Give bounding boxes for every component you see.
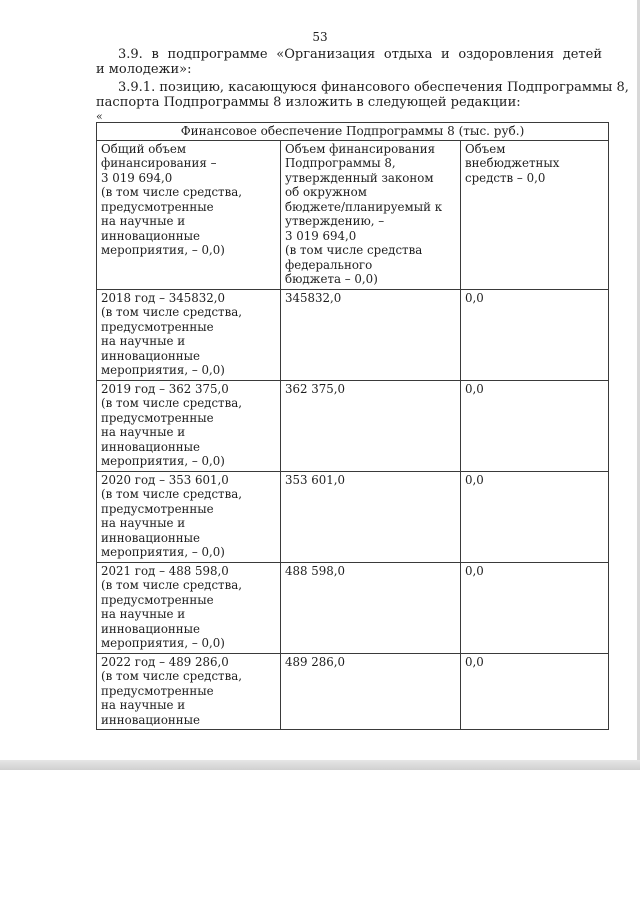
cell-text-line: на научные и — [101, 334, 186, 348]
cell-text-line: инновационные — [101, 228, 201, 243]
cell-text-line: Объем — [465, 141, 506, 156]
cell-text-line: 2018 год – 345832,0 — [101, 290, 226, 305]
cell-text-line: (в том числе средства, — [101, 185, 243, 199]
row-year-total — [97, 289, 281, 380]
cell-text-line: (в том числе средства, — [101, 578, 243, 592]
paragraph-3-9-1 — [96, 80, 629, 110]
cell-text-line: инновационные — [101, 439, 201, 454]
row-program-amount: 353 601,0 — [281, 471, 461, 562]
row-year-total — [97, 471, 281, 562]
cell-text-line: инновационные — [101, 621, 201, 636]
table-title: Финансовое обеспечение Подпрограммы 8 (тыс. руб.) — [97, 123, 609, 141]
header-extrabudgetary — [461, 140, 609, 289]
cell-text-line: (в том числе средства, — [101, 669, 243, 683]
cell-text-line: (в том числе средства, — [101, 396, 243, 410]
cell-text-line: предусмотренные — [101, 410, 214, 425]
cell-text-line: мероприятия, – 0,0) — [101, 545, 225, 559]
cell-text-line: предусмотренные — [101, 501, 214, 516]
cell-text-line: мероприятия, – 0,0) — [101, 363, 225, 377]
cell-text-line: утвержденный законом — [285, 170, 434, 185]
table-row — [97, 562, 609, 653]
cell-text-line: 3 019 694,0 — [101, 170, 173, 185]
cell-text-line: инновационные — [101, 712, 201, 727]
financing-table — [96, 122, 609, 730]
table-header-row — [97, 140, 609, 289]
header-total-funding — [97, 140, 281, 289]
row-extrabudgetary-amount: 0,0 — [461, 471, 609, 562]
cell-text-line: внебюджетных — [465, 156, 560, 170]
cell-text-line: об окружном — [285, 185, 367, 199]
row-extrabudgetary-amount: 0,0 — [461, 562, 609, 653]
cell-text-line: предусмотренные — [101, 319, 214, 334]
cell-text-line: утверждению, – — [285, 214, 385, 228]
cell-text-line: бюджета – 0,0) — [285, 272, 378, 286]
table-row — [97, 380, 609, 471]
cell-text-line: 2019 год – 362 375,0 — [101, 381, 229, 396]
row-extrabudgetary-amount: 0,0 — [461, 380, 609, 471]
row-program-amount: 345832,0 — [281, 289, 461, 380]
cell-text-line: на научные и — [101, 214, 186, 228]
paragraph-line: 3.9. в подпрограмме «Организация отдыха и оздоровления детей — [118, 47, 602, 62]
table-row — [97, 471, 609, 562]
cell-text-line: мероприятия, – 0,0) — [101, 454, 225, 468]
cell-text-line: финансирования – — [101, 156, 217, 170]
table-row — [97, 289, 609, 380]
cell-text-line: 2022 год – 489 286,0 — [101, 654, 229, 669]
cell-text-line: бюджете/планируемый к — [285, 199, 443, 214]
table-row — [97, 653, 609, 730]
cell-text-line: Объем финансирования — [285, 141, 436, 156]
scan-bottom-edge — [0, 760, 640, 770]
cell-text-line: инновационные — [101, 348, 201, 363]
paragraph-line: 3.9.1. позицию, касающуюся финансового обеспечения Подпрограммы 8, — [118, 80, 629, 95]
cell-text-line: 2021 год – 488 598,0 — [101, 563, 229, 578]
cell-text-line: средств – 0,0 — [465, 170, 546, 185]
cell-text-line: мероприятия, – 0,0) — [101, 636, 225, 650]
cell-text-line: на научные и — [101, 698, 186, 712]
row-year-total — [97, 653, 281, 730]
paragraph-line: и молодежи»: — [96, 62, 192, 77]
row-year-total — [97, 562, 281, 653]
paragraph-3-9 — [96, 47, 602, 77]
cell-text-line: мероприятия, – 0,0) — [101, 243, 225, 257]
row-program-amount: 488 598,0 — [281, 562, 461, 653]
opening-quote-mark: « — [96, 110, 103, 123]
row-extrabudgetary-amount: 0,0 — [461, 653, 609, 730]
cell-text-line: предусмотренные — [101, 683, 214, 698]
cell-text-line: Общий объем — [101, 141, 187, 156]
row-program-amount: 489 286,0 — [281, 653, 461, 730]
cell-text-line: на научные и — [101, 425, 186, 439]
row-year-total — [97, 380, 281, 471]
cell-text-line: на научные и — [101, 516, 186, 530]
cell-text-line: 3 019 694,0 — [285, 228, 357, 243]
cell-text-line: предусмотренные — [101, 199, 214, 214]
cell-text-line: (в том числе средства — [285, 243, 423, 257]
row-program-amount: 362 375,0 — [281, 380, 461, 471]
cell-text-line: федерального — [285, 257, 373, 272]
header-program-funding — [281, 140, 461, 289]
cell-text-line: 2020 год – 353 601,0 — [101, 472, 229, 487]
cell-text-line: на научные и — [101, 607, 186, 621]
paragraph-line: паспорта Подпрограммы 8 изложить в следующей редакции: — [96, 95, 521, 110]
cell-text-line: Подпрограммы 8, — [285, 156, 396, 170]
cell-text-line: инновационные — [101, 530, 201, 545]
page-number: 53 — [312, 30, 328, 44]
cell-text-line: (в том числе средства, — [101, 305, 243, 319]
cell-text-line: предусмотренные — [101, 592, 214, 607]
cell-text-line: (в том числе средства, — [101, 487, 243, 501]
row-extrabudgetary-amount: 0,0 — [461, 289, 609, 380]
